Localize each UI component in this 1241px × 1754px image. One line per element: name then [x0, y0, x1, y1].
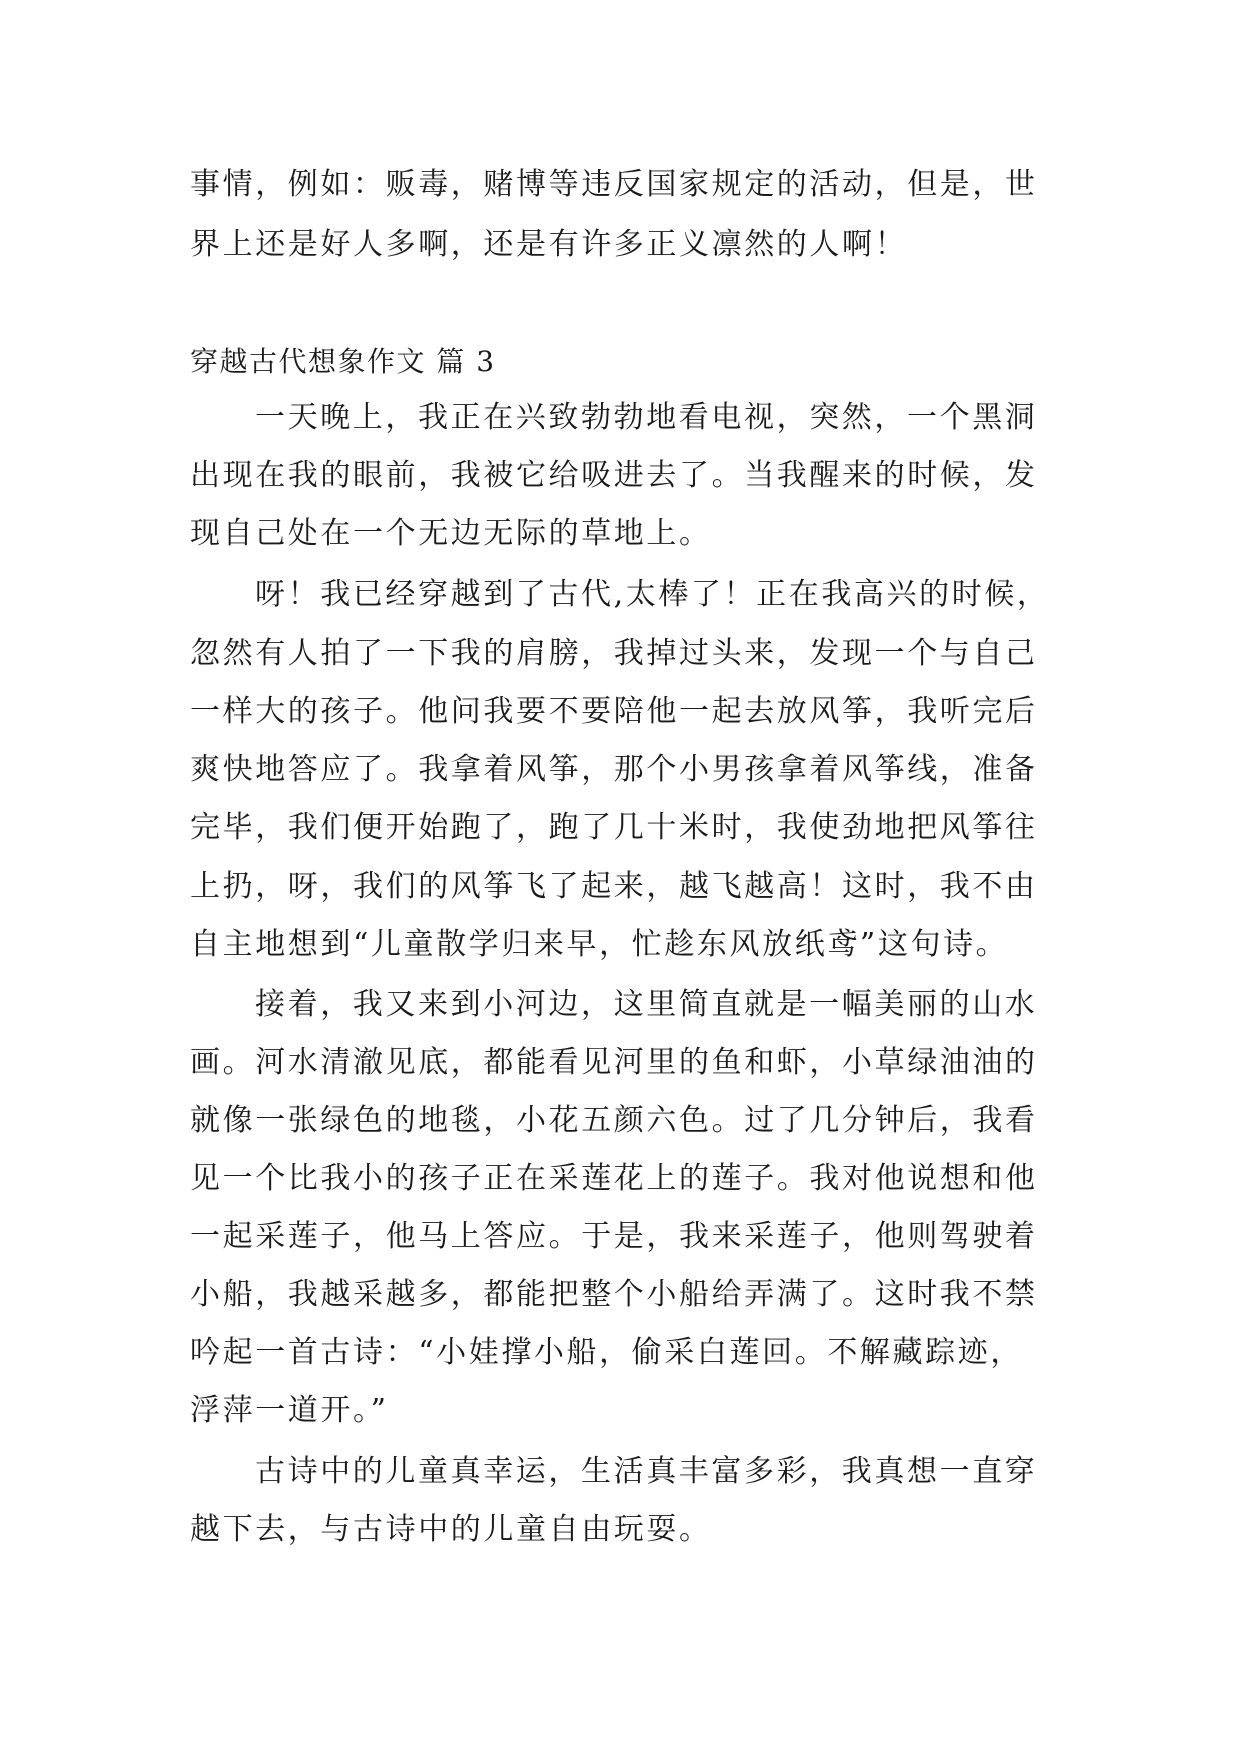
text-line: 呀！我已经穿越到了古代,太棒了！正在我高兴的时候，	[255, 577, 1050, 612]
text-line: 接着，我又来到小河边，这里简直就是一幅美丽的山水	[255, 987, 1038, 1022]
text-line: 越下去，与古诗中的儿童自由玩耍。	[190, 1512, 712, 1547]
text-line: 爽快地答应了。我拿着风筝，那个小男孩拿着风筝线，准备	[190, 752, 1038, 787]
text-line: 一起采莲子，他马上答应。于是，我来采莲子，他则驾驶着	[190, 1219, 1038, 1254]
text-line: 一天晚上，我正在兴致勃勃地看电视，突然，一个黑洞	[255, 400, 1038, 435]
text-line: 见一个比我小的孩子正在采莲花上的莲子。我对他说想和他	[190, 1161, 1038, 1196]
text-line: 古诗中的儿童真幸运，生活真丰富多彩，我真想一直穿	[255, 1454, 1038, 1489]
text-line: 现自己处在一个无边无际的草地上。	[190, 516, 712, 551]
text-line: 事情，例如：贩毒，赌博等违反国家规定的活动，但是，世	[190, 167, 1038, 202]
text-line: 出现在我的眼前，我被它给吸进去了。当我醒来的时候，发	[190, 458, 1038, 493]
text-line: 浮萍一道开。”	[190, 1393, 389, 1428]
text-line: 上扔，呀，我们的风筝飞了起来，越飞越高！这时，我不由	[190, 869, 1038, 904]
text-line: 完毕，我们便开始跑了，跑了几十米时，我使劲地把风筝往	[190, 810, 1038, 845]
text-line: 画。河水清澈见底，都能看见河里的鱼和虾，小草绿油油的	[190, 1045, 1038, 1080]
text-line: 自主地想到“儿童散学归来早，忙趁东风放纸鸢”这句诗。	[190, 927, 1009, 962]
text-line: 界上还是好人多啊，还是有许多正义凛然的人啊！	[190, 227, 908, 262]
text-line: 就像一张绿色的地毯，小花五颜六色。过了几分钟后，我看	[190, 1103, 1038, 1138]
text-line: 小船，我越采越多，都能把整个小船给弄满了。这时我不禁	[190, 1277, 1038, 1312]
text-line: 忽然有人拍了一下我的肩膀，我掉过头来，发现一个与自己	[190, 636, 1038, 671]
text-line: 一样大的孩子。他问我要不要陪他一起去放风筝，我听完后	[190, 694, 1038, 729]
section-title: 穿越古代想象作文 篇 3	[190, 345, 496, 378]
text-line: 吟起一首古诗：“小娃撑小船，偷采白莲回。不解藏踪迹，	[190, 1335, 1023, 1370]
